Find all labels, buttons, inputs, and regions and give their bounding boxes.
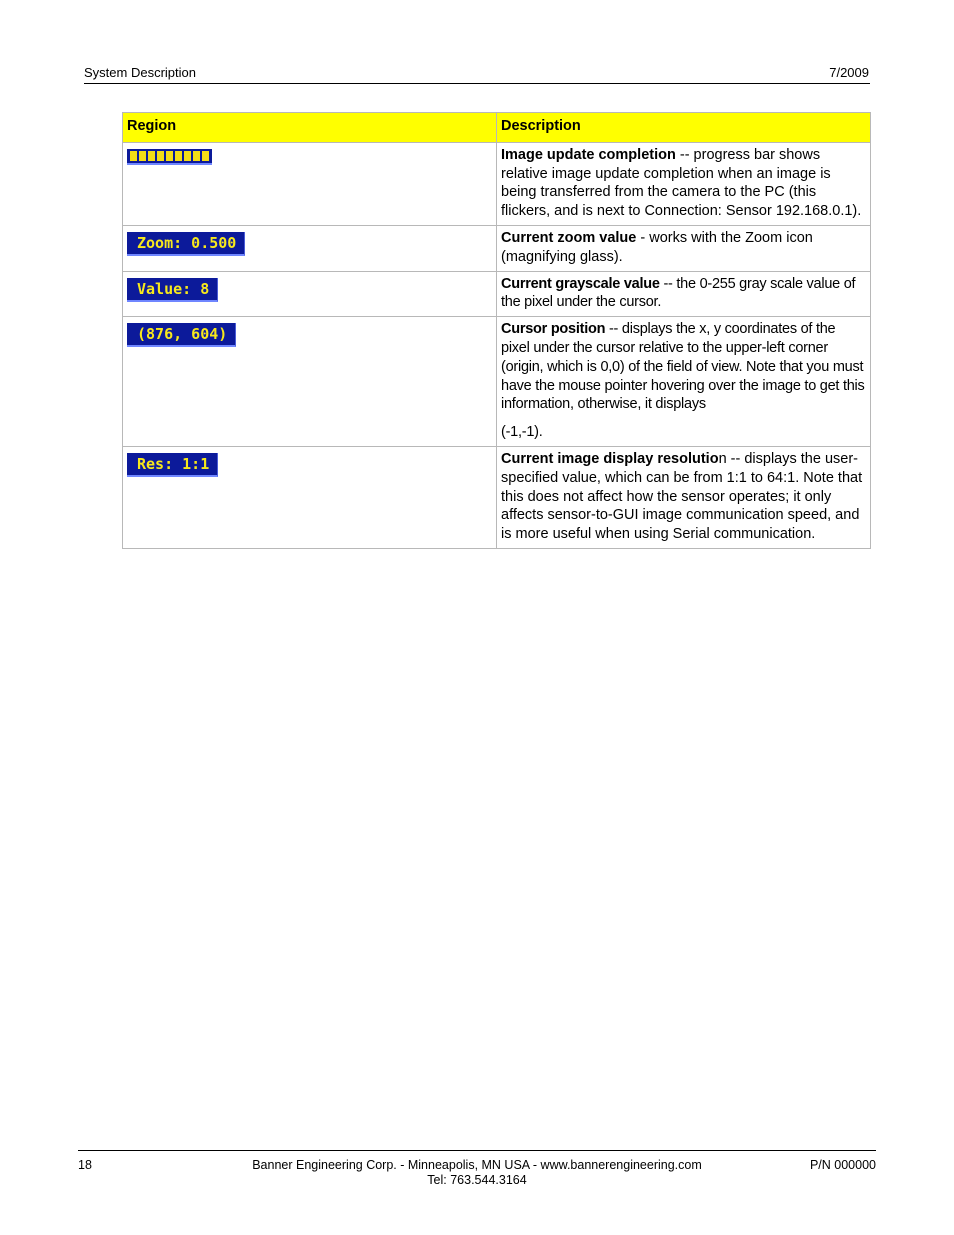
progress-segment [148,151,155,161]
description-title: Current grayscale value [501,275,660,292]
footer-company: Banner Engineering Corp. - Minneapolis, MN USA - www.bannerengineering.com [252,1158,702,1172]
regions-table [122,112,871,549]
description-title: Image update completion [501,146,676,163]
progress-segment [157,151,164,161]
column-header-region: Region [123,113,497,143]
running-header-section: System Description [84,65,196,80]
resolution-widget: Res: 1:1 [127,453,218,477]
footer-rule [78,1150,876,1151]
region-cell [123,271,497,317]
description-title: Cursor position [501,321,606,338]
region-cell [123,317,497,447]
footer-telephone: Tel: 763.544.3164 [427,1173,527,1187]
description-cell [497,446,871,548]
description-cell [497,142,871,225]
description-body: - works with the Zoom icon (magnifying glass). [501,229,813,265]
description-title: Current image display resolutio [501,450,719,467]
page-number: 18 [78,1158,92,1172]
column-header-description: Description [497,113,871,143]
progress-segment [184,151,191,161]
description-cell [497,317,871,447]
header-rule [84,83,870,84]
description-cell [497,225,871,271]
description-body: -- the 0-255 gray scale value of the pixel under the cursor. [501,275,856,311]
table-header-row [123,113,871,143]
running-header-date: 7/2009 [829,65,869,80]
progress-segment [202,151,209,161]
progress-segment [139,151,146,161]
description-body: n -- displays the user-specified value, which can be from 1:1 to 64:1. Note that this does not affect how the sensor operates; it only affects sensor-to-GUI image communication speed, and is more useful when using Serial communication. [501,450,863,543]
region-cell [123,446,497,548]
region-cell [123,142,497,225]
description-extra: (-1,-1). [501,424,543,441]
table-row [123,317,871,447]
table-row [123,446,871,548]
table-row [123,225,871,271]
progress-segment [166,151,173,161]
grayscale-value-widget: Value: 8 [127,278,218,302]
progress-bar-widget [127,149,212,165]
cursor-position-widget: (876, 604) [127,323,236,347]
description-title: Current zoom value [501,229,637,246]
zoom-value-widget: Zoom: 0.500 [127,232,245,256]
part-number: P/N 000000 [809,1158,876,1172]
progress-segment [130,151,137,161]
description-cell [497,271,871,317]
table-row [123,271,871,317]
table-row [123,142,871,225]
description-body: -- progress bar shows relative image update completion when an image is being transferred from the camera to the PC (this flickers, and is next to Connection: Sensor 192.168.0.1). [501,146,862,220]
progress-segment [175,151,182,161]
description-body: -- displays the x, y coordinates of the pixel under the cursor relative to the upper-left corner (origin, which is 0,0) of the field of view. Note that you must have the mouse pointer hovering over the image to get this information, otherwise, it displays [501,321,865,413]
progress-segment [193,151,200,161]
region-cell [123,225,497,271]
